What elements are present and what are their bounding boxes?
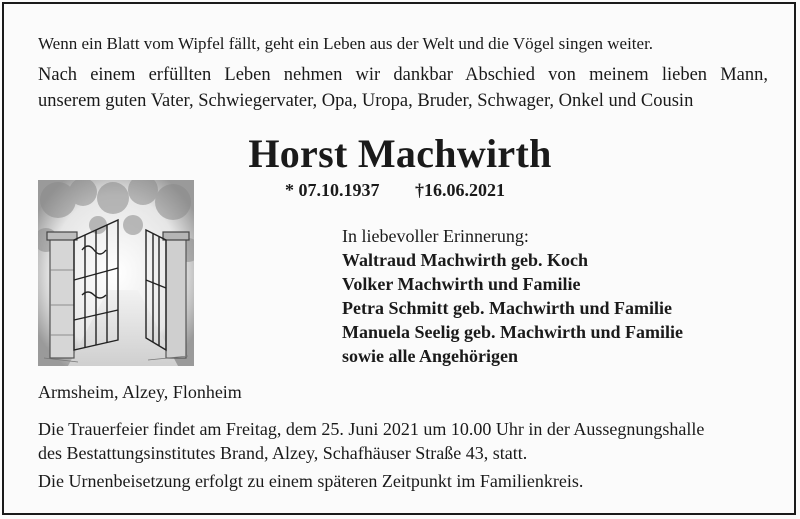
place-names: Armsheim, Alzey, Flonheim — [38, 382, 242, 402]
mourner-name: Petra Schmitt geb. Machwirth und Familie — [342, 298, 672, 318]
mourners-heading: In liebevoller Erinnerung: — [342, 226, 529, 246]
mourner-name: Waltraud Machwirth geb. Koch — [342, 250, 588, 270]
service-line-2: des Bestattungsinstitutes Brand, Alzey, Schafhäuser Straße 43, statt. — [38, 443, 528, 463]
urn-burial-info: Die Urnenbeisetzung erfolgt zu einem späteren Zeitpunkt im Familienkreis. — [38, 471, 584, 491]
funeral-service-info — [38, 417, 704, 465]
service-line-1: Die Trauerfeier findet am Freitag, dem 25. Juni 2021 um 10.00 Uhr in der Aussegnungshalle — [38, 419, 705, 439]
mourner-name: sowie alle Angehörigen — [342, 346, 518, 366]
intro-line-2: unserem guten Vater, Schwiegervater, Opa, Uropa, Bruder, Schwager, Onkel und Cousin — [38, 91, 694, 111]
mourners-list — [342, 224, 683, 368]
deceased-name: Horst Machwirth — [248, 131, 552, 176]
intro-line-1: Nach einem erfüllten Leben nehmen wir dankbar Abschied von meinem lieben Mann, — [38, 65, 768, 85]
intro-text — [38, 62, 768, 114]
memorial-quote: Wenn ein Blatt vom Wipfel fällt, geht ein Leben aus der Welt und die Vögel singen weiter. — [38, 34, 654, 53]
mourner-name: Manuela Seelig geb. Machwirth und Familie — [342, 322, 683, 342]
death-date: †16.06.2021 — [415, 180, 505, 200]
mourner-name: Volker Machwirth und Familie — [342, 274, 581, 294]
garden-gate-illustration — [38, 180, 194, 366]
birth-date: * 07.10.1937 — [285, 180, 380, 200]
